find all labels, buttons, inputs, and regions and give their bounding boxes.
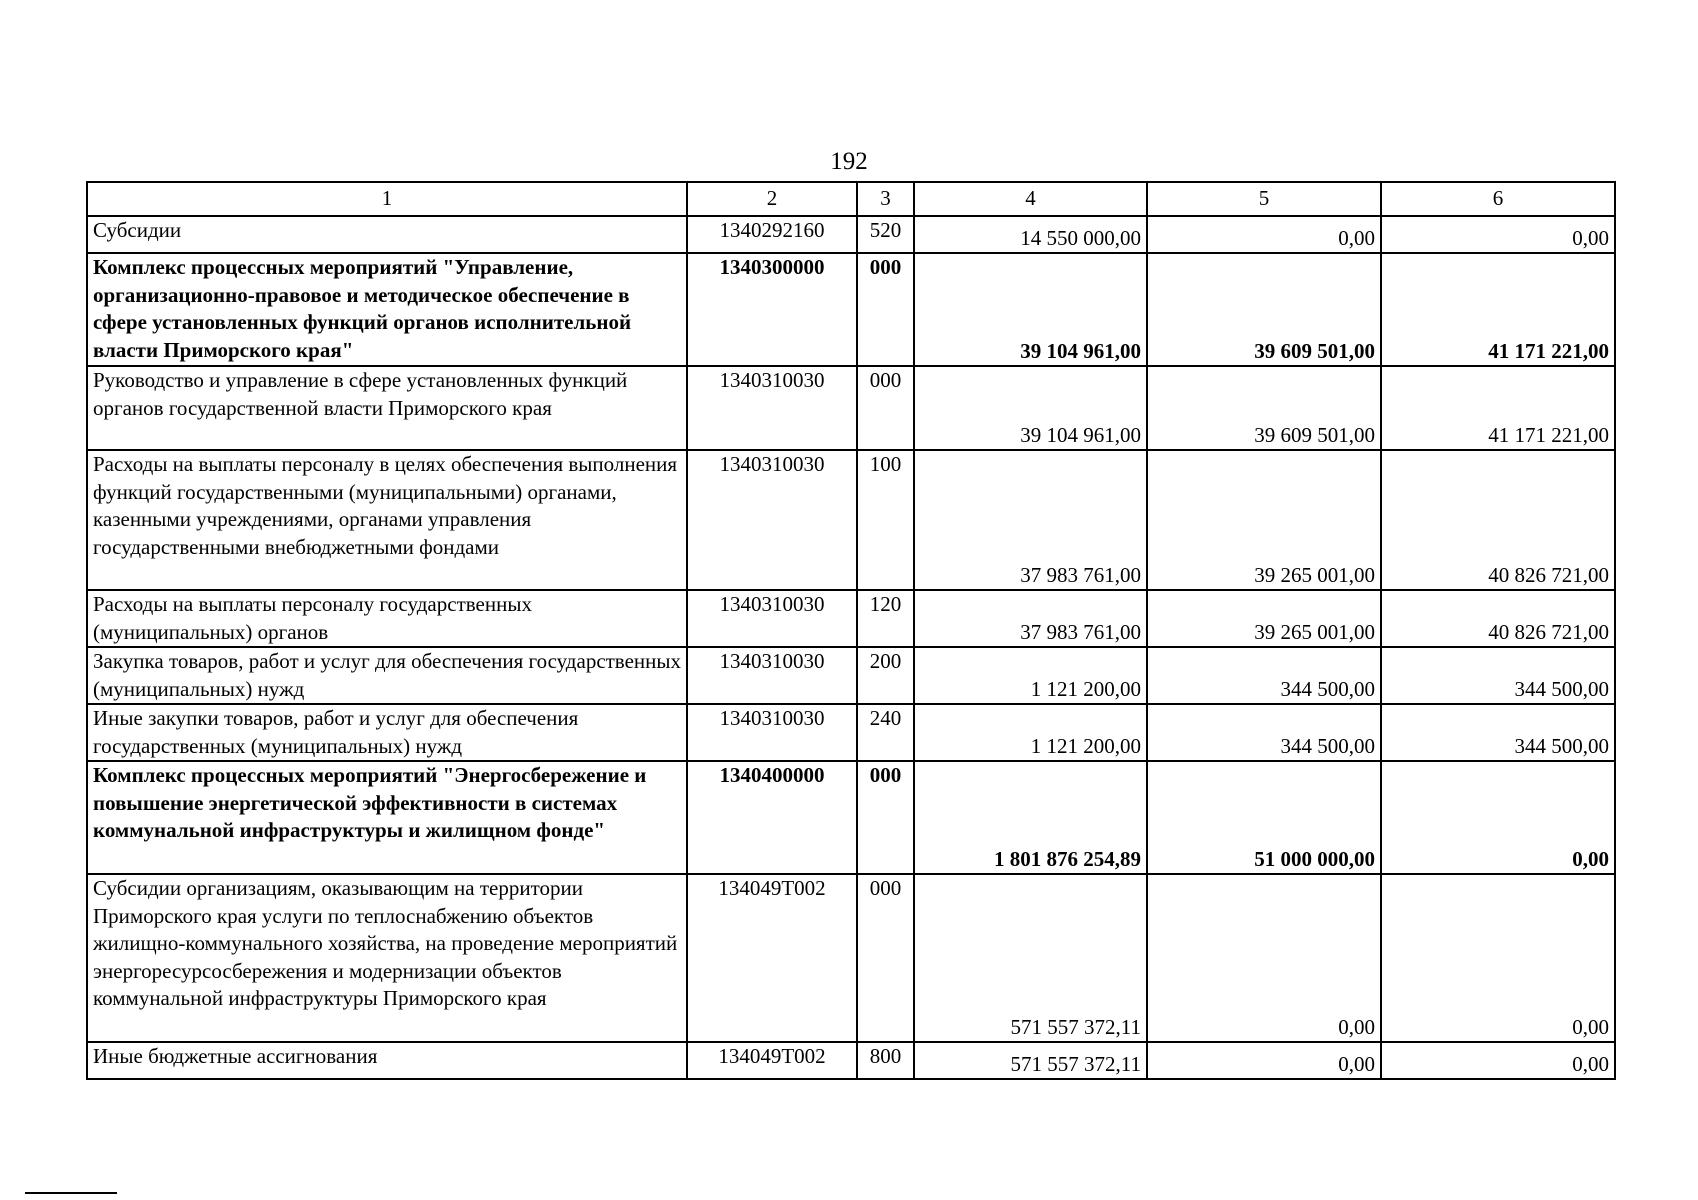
table-row [87,216,1615,253]
column-number: 4 [914,182,1147,216]
row-name: Субсидии организациям, оказывающим на территории Приморского края услуги по теплоснабжению объектов жилищно-коммунального хозяйства, на проведение мероприятий энергоресурсосбережения и модернизации объектов коммунальной инфраструктуры Приморского края [87,874,687,1042]
amount-col4: 39 104 961,00 [914,253,1147,366]
amount-col5: 39 265 001,00 [1147,450,1381,590]
row-name: Субсидии [87,216,687,253]
table-row [87,366,1615,450]
row-name: Комплекс процессных мероприятий "Энергосбережение и повышение энергетической эффективности в системах коммунальной инфраструктуры и жилищном фонде" [87,761,687,874]
amount-col4: 37 983 761,00 [914,590,1147,647]
expense-type-code: 800 [857,1042,914,1079]
amount-col4: 1 121 200,00 [914,704,1147,761]
amount-col5: 51 000 000,00 [1147,761,1381,874]
page-number: 192 [830,148,868,175]
amount-col4: 1 121 200,00 [914,647,1147,704]
target-article-code: 1340292160 [687,216,857,253]
amount-col6: 344 500,00 [1381,647,1615,704]
amount-col5: 0,00 [1147,216,1381,253]
target-article-code: 1340310030 [687,647,857,704]
amount-col6: 41 171 221,00 [1381,366,1615,450]
row-name: Закупка товаров, работ и услуг для обеспечения государственных (муниципальных) нужд [87,647,687,704]
expense-type-code: 000 [857,253,914,366]
amount-col6: 0,00 [1381,1042,1615,1079]
table-row [87,590,1615,647]
amount-col5: 39 609 501,00 [1147,366,1381,450]
row-name: Иные бюджетные ассигнования [87,1042,687,1079]
amount-col4: 571 557 372,11 [914,874,1147,1042]
amount-col6: 40 826 721,00 [1381,450,1615,590]
target-article-code: 1340400000 [687,761,857,874]
target-article-code: 1340310030 [687,366,857,450]
amount-col6: 0,00 [1381,874,1615,1042]
column-number: 5 [1147,182,1381,216]
table-row [87,450,1615,590]
table-row [87,874,1615,1042]
amount-col4: 1 801 876 254,89 [914,761,1147,874]
amount-col4: 37 983 761,00 [914,450,1147,590]
amount-col5: 344 500,00 [1147,704,1381,761]
amount-col6: 41 171 221,00 [1381,253,1615,366]
column-number: 3 [857,182,914,216]
target-article-code: 134049Т002 [687,874,857,1042]
column-number-row [87,182,1615,216]
expense-type-code: 200 [857,647,914,704]
expense-type-code: 100 [857,450,914,590]
budget-table [86,181,1616,1080]
expense-type-code: 000 [857,366,914,450]
amount-col5: 0,00 [1147,1042,1381,1079]
target-article-code: 134049Т002 [687,1042,857,1079]
expense-type-code: 000 [857,761,914,874]
table-row [87,1042,1615,1079]
column-number: 6 [1381,182,1615,216]
expense-type-code: 520 [857,216,914,253]
amount-col4: 39 104 961,00 [914,366,1147,450]
column-number: 1 [87,182,687,216]
row-name: Расходы на выплаты персоналу в целях обеспечения выполнения функций государственными (муниципальными) органами, казенными учреждениями, органами управления государственными внебюджетными фондами [87,450,687,590]
target-article-code: 1340310030 [687,450,857,590]
amount-col6: 0,00 [1381,761,1615,874]
table-row [87,647,1615,704]
table-row [87,704,1615,761]
target-article-code: 1340300000 [687,253,857,366]
expense-type-code: 120 [857,590,914,647]
row-name: Комплекс процессных мероприятий "Управление, организационно-правовое и методическое обеспечение в сфере установленных функций органов исполнительной власти Приморского края" [87,253,687,366]
table-row-complex [87,761,1615,874]
amount-col6: 40 826 721,00 [1381,590,1615,647]
amount-col5: 344 500,00 [1147,647,1381,704]
row-name: Руководство и управление в сфере установленных функций органов государственной власти Приморского края [87,366,687,450]
expense-type-code: 000 [857,874,914,1042]
amount-col6: 0,00 [1381,216,1615,253]
amount-col5: 39 265 001,00 [1147,590,1381,647]
table-row-complex [87,253,1615,366]
target-article-code: 1340310030 [687,590,857,647]
row-name: Расходы на выплаты персоналу государственных (муниципальных) органов [87,590,687,647]
footnote-separator-line [25,1192,117,1194]
amount-col4: 571 557 372,11 [914,1042,1147,1079]
expense-type-code: 240 [857,704,914,761]
amount-col4: 14 550 000,00 [914,216,1147,253]
amount-col6: 344 500,00 [1381,704,1615,761]
target-article-code: 1340310030 [687,704,857,761]
column-number: 2 [687,182,857,216]
amount-col5: 39 609 501,00 [1147,253,1381,366]
amount-col5: 0,00 [1147,874,1381,1042]
row-name: Иные закупки товаров, работ и услуг для обеспечения государственных (муниципальных) нужд [87,704,687,761]
